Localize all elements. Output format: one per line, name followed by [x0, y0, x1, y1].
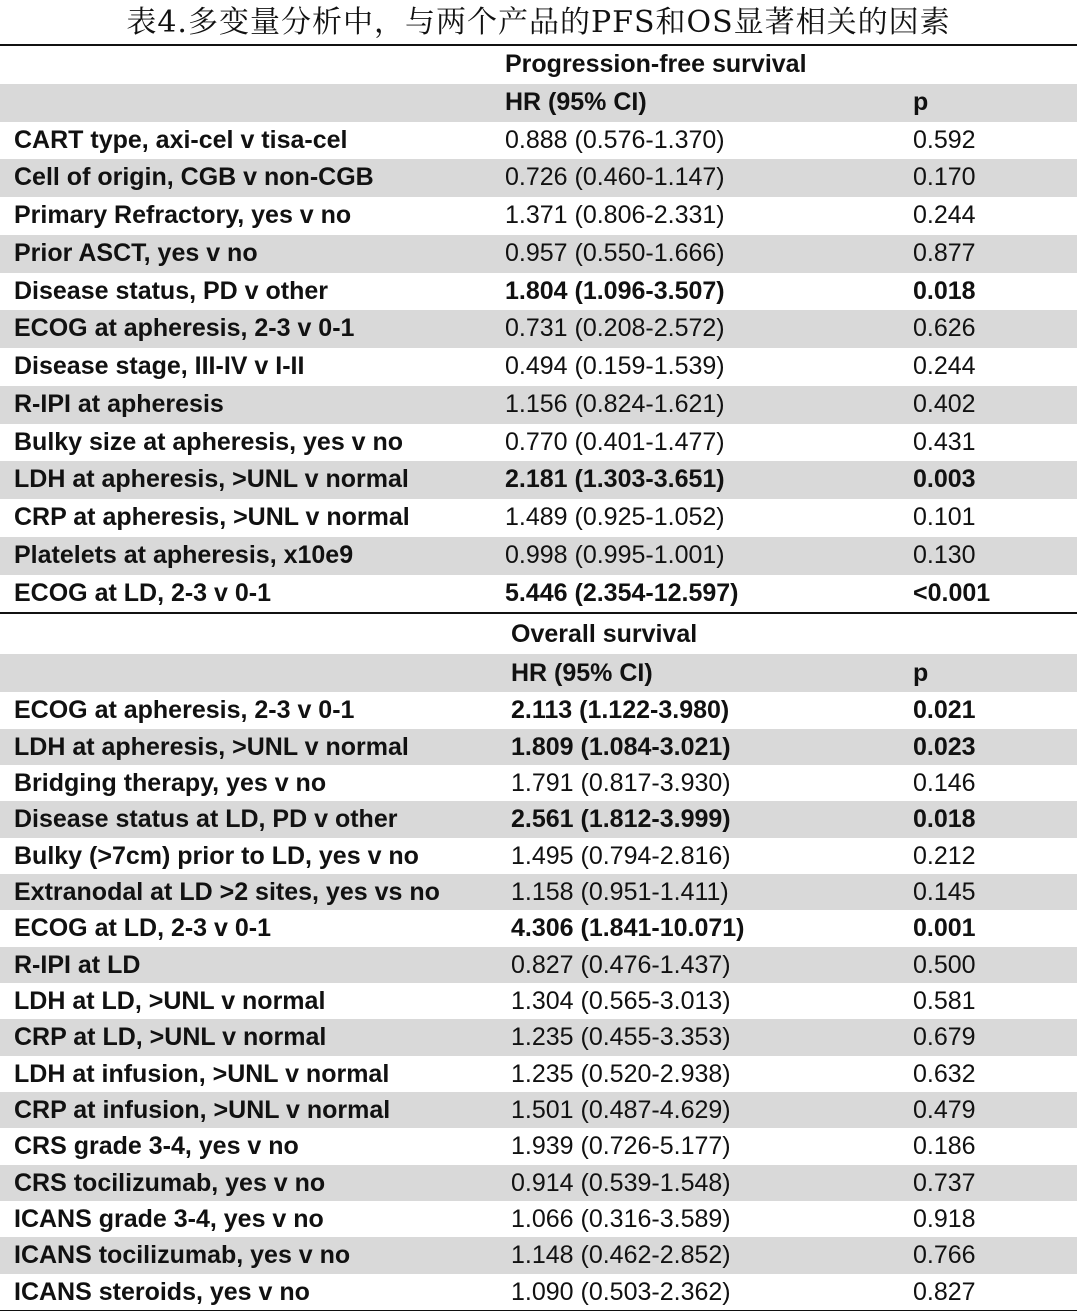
- table-row: [0, 1056, 1077, 1092]
- table-row: [0, 159, 1077, 197]
- hr-cell: 0.731 (0.208-2.572): [505, 314, 725, 343]
- hr-cell: 0.914 (0.539-1.548): [511, 1168, 731, 1197]
- hr-cell: 4.306 (1.841-10.071): [511, 914, 745, 943]
- os-hr-column-header: HR (95% CI): [511, 659, 653, 688]
- p-value-cell: 0.500: [913, 950, 976, 979]
- p-value-cell: 0.023: [913, 732, 976, 761]
- hr-cell: 5.446 (2.354-12.597): [505, 578, 739, 607]
- table-row: [0, 910, 1077, 946]
- p-value-cell: 0.146: [913, 768, 976, 797]
- p-value-cell: 0.101: [913, 503, 976, 531]
- p-value-cell: 0.479: [913, 1096, 976, 1125]
- hr-cell: 1.371 (0.806-2.331): [505, 201, 725, 229]
- hr-cell: 1.939 (0.726-5.177): [511, 1132, 731, 1161]
- os-p-column-header: p: [913, 659, 929, 688]
- p-value-cell: 0.018: [913, 805, 976, 834]
- hr-cell: 0.827 (0.476-1.437): [511, 950, 731, 979]
- p-value-cell: 0.679: [913, 1023, 976, 1052]
- table-row: [0, 499, 1077, 537]
- p-value-cell: 0.244: [913, 352, 976, 380]
- factor-cell: Prior ASCT, yes v no: [14, 238, 258, 267]
- factor-cell: ICANS tocilizumab, yes v no: [14, 1241, 351, 1270]
- hr-cell: 1.804 (1.096-3.507): [505, 276, 725, 305]
- hr-cell: 1.235 (0.455-3.353): [511, 1023, 731, 1052]
- table-row: [0, 386, 1077, 424]
- p-value-cell: 0.170: [913, 163, 976, 192]
- table-row: [0, 1128, 1077, 1164]
- p-value-cell: 0.877: [913, 238, 976, 267]
- factor-cell: ECOG at apheresis, 2-3 v 0-1: [14, 696, 355, 725]
- table-row: [0, 947, 1077, 983]
- table-row: [0, 1092, 1077, 1128]
- pfs-column-header: [0, 84, 1077, 122]
- hr-cell: 1.235 (0.520-2.938): [511, 1059, 731, 1088]
- p-value-cell: 0.431: [913, 427, 976, 456]
- hr-cell: 1.489 (0.925-1.052): [505, 503, 725, 531]
- factor-cell: Disease status, PD v other: [14, 276, 329, 305]
- p-value-cell: <0.001: [913, 578, 991, 607]
- factor-cell: ECOG at LD, 2-3 v 0-1: [14, 914, 272, 943]
- hr-cell: 1.148 (0.462-2.852): [511, 1241, 731, 1270]
- table-row: [0, 424, 1077, 462]
- p-value-cell: 0.632: [913, 1059, 976, 1088]
- hr-cell: 2.113 (1.122-3.980): [511, 696, 730, 725]
- os-section-title: Overall survival: [511, 620, 698, 649]
- table-row: [0, 122, 1077, 160]
- factor-cell: Primary Refractory, yes v no: [14, 201, 352, 229]
- factor-cell: LDH at apheresis, >UNL v normal: [14, 732, 409, 761]
- hr-cell: 1.791 (0.817-3.930): [511, 768, 731, 797]
- hr-cell: 1.066 (0.316-3.589): [511, 1205, 731, 1234]
- factor-cell: Platelets at apheresis, x10e9: [14, 540, 354, 569]
- hr-cell: 0.770 (0.401-1.477): [505, 427, 725, 456]
- factor-cell: CRS grade 3-4, yes v no: [14, 1132, 299, 1161]
- p-value-cell: 0.244: [913, 201, 976, 229]
- hr-cell: 1.304 (0.565-3.013): [511, 987, 731, 1015]
- factor-cell: LDH at LD, >UNL v normal: [14, 987, 326, 1015]
- table-row: [0, 983, 1077, 1019]
- hr-cell: 1.809 (1.084-3.021): [511, 732, 731, 761]
- table-row: [0, 1165, 1077, 1201]
- p-value-cell: 0.918: [913, 1205, 976, 1234]
- table-row: [0, 273, 1077, 311]
- factor-cell: Bulky (>7cm) prior to LD, yes v no: [14, 841, 419, 870]
- p-value-cell: 0.212: [913, 841, 976, 870]
- table-row: [0, 801, 1077, 837]
- factor-cell: LDH at infusion, >UNL v normal: [14, 1059, 390, 1088]
- factor-cell: Disease status at LD, PD v other: [14, 805, 398, 834]
- p-value-cell: 0.581: [913, 987, 976, 1015]
- factor-cell: R-IPI at LD: [14, 950, 141, 979]
- pfs-rows: [0, 122, 1077, 613]
- factor-cell: CRP at LD, >UNL v normal: [14, 1023, 327, 1052]
- p-value-cell: 0.626: [913, 314, 976, 343]
- table-row: [0, 1237, 1077, 1273]
- table-row: [0, 729, 1077, 765]
- p-value-cell: 0.402: [913, 389, 976, 418]
- hr-cell: 0.726 (0.460-1.147): [505, 163, 725, 192]
- factor-cell: LDH at apheresis, >UNL v normal: [14, 465, 409, 494]
- hr-cell: 0.888 (0.576-1.370): [505, 125, 725, 154]
- table-row: [0, 874, 1077, 910]
- p-value-cell: 0.001: [913, 914, 976, 943]
- p-value-cell: 0.827: [913, 1277, 976, 1306]
- factor-cell: CRS tocilizumab, yes v no: [14, 1168, 326, 1197]
- hr-cell: 2.181 (1.303-3.651): [505, 465, 725, 494]
- hr-cell: 0.957 (0.550-1.666): [505, 238, 725, 267]
- table-row: [0, 537, 1077, 575]
- factor-cell: R-IPI at apheresis: [14, 389, 224, 418]
- p-value-cell: 0.186: [913, 1132, 976, 1161]
- p-value-cell: 0.766: [913, 1241, 976, 1270]
- factor-cell: ICANS steroids, yes v no: [14, 1277, 310, 1306]
- factor-cell: Bridging therapy, yes v no: [14, 768, 327, 797]
- table-row: [0, 197, 1077, 235]
- table-row: [0, 838, 1077, 874]
- p-value-cell: 0.003: [913, 465, 976, 494]
- os-column-header: [0, 654, 1077, 692]
- hr-cell: 1.090 (0.503-2.362): [511, 1277, 731, 1306]
- p-value-cell: 0.130: [913, 540, 976, 569]
- table-row: [0, 310, 1077, 348]
- pfs-section-header: [0, 46, 1077, 84]
- table-row: [0, 692, 1077, 728]
- factor-cell: CRP at infusion, >UNL v normal: [14, 1096, 391, 1125]
- factor-cell: Cell of origin, CGB v non-CGB: [14, 163, 374, 192]
- hr-cell: 1.156 (0.824-1.621): [505, 389, 725, 418]
- hr-cell: 1.158 (0.951-1.411): [511, 877, 729, 906]
- p-value-cell: 0.021: [913, 696, 976, 725]
- factor-cell: ECOG at LD, 2-3 v 0-1: [14, 578, 272, 607]
- table-row: [0, 235, 1077, 273]
- table-title: 表4.多变量分析中，与两个产品的PFS和OS显著相关的因素: [126, 5, 951, 40]
- table-row: [0, 1274, 1077, 1310]
- factor-cell: ICANS grade 3-4, yes v no: [14, 1205, 324, 1234]
- table-row: [0, 348, 1077, 386]
- multivariate-table: [0, 44, 1077, 1311]
- hr-cell: 0.998 (0.995-1.001): [505, 540, 725, 569]
- hr-cell: 2.561 (1.812-3.999): [511, 805, 731, 834]
- table-row: [0, 461, 1077, 499]
- hr-cell: 1.501 (0.487-4.629): [511, 1096, 731, 1125]
- os-rows: [0, 692, 1077, 1310]
- table-row: [0, 1019, 1077, 1055]
- table-row: [0, 1201, 1077, 1237]
- table-row: [0, 575, 1077, 613]
- factor-cell: CRP at apheresis, >UNL v normal: [14, 503, 410, 531]
- hr-cell: 0.494 (0.159-1.539): [505, 352, 725, 380]
- factor-cell: ECOG at apheresis, 2-3 v 0-1: [14, 314, 355, 343]
- factor-cell: CART type, axi-cel v tisa-cel: [14, 125, 348, 154]
- os-section-header: [0, 614, 1077, 654]
- table-row: [0, 765, 1077, 801]
- pfs-hr-column-header: HR (95% CI): [505, 87, 647, 116]
- p-value-cell: 0.145: [913, 877, 976, 906]
- p-value-cell: 0.737: [913, 1168, 976, 1197]
- hr-cell: 1.495 (0.794-2.816): [511, 841, 731, 870]
- p-value-cell: 0.018: [913, 276, 976, 305]
- p-value-cell: 0.592: [913, 125, 976, 154]
- pfs-section-title: Progression-free survival: [505, 50, 807, 78]
- factor-cell: Bulky size at apheresis, yes v no: [14, 427, 404, 456]
- factor-cell: Disease stage, III-IV v I-II: [14, 352, 305, 380]
- pfs-p-column-header: p: [913, 87, 929, 116]
- factor-cell: Extranodal at LD >2 sites, yes vs no: [14, 877, 440, 906]
